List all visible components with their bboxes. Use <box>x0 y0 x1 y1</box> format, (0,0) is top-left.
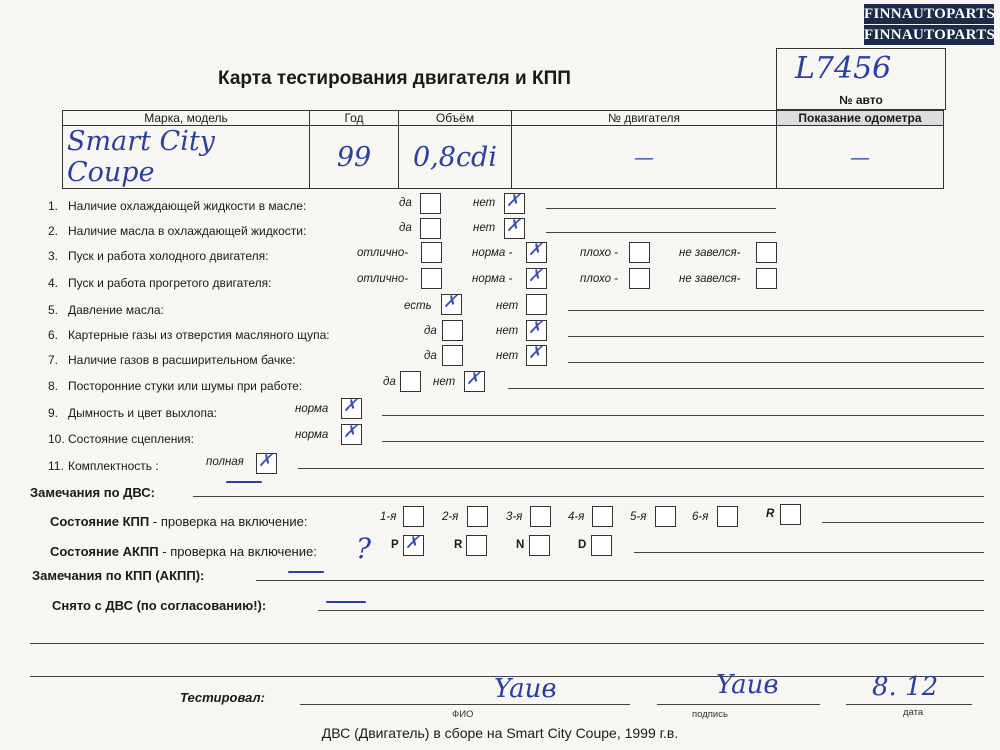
check-mark: ✗ <box>528 240 543 259</box>
answer-line <box>318 610 984 611</box>
answer-line <box>568 336 984 337</box>
option-label: не завелся- <box>679 273 741 285</box>
option-label: отлично- <box>357 273 409 285</box>
answer-line <box>382 415 984 416</box>
checkbox-otlichno[interactable] <box>421 268 442 289</box>
gear-label: 6-я <box>692 511 709 523</box>
signature-line <box>657 704 820 705</box>
gear-label: 2-я <box>442 511 459 523</box>
answer-line <box>546 232 776 233</box>
question-text: Давление масла: <box>68 303 164 317</box>
date-handwritten: 8. 12 <box>872 672 939 702</box>
question-number: 11. <box>48 459 64 473</box>
option-label: норма - <box>472 273 513 285</box>
selector-label: P <box>391 539 399 551</box>
selector-label: R <box>454 539 463 551</box>
vehicle-header-table <box>62 110 944 189</box>
blank-line <box>30 643 984 644</box>
question-text: Наличие газов в расширительном бачке: <box>68 353 296 367</box>
checkbox-da[interactable] <box>420 218 441 239</box>
question-number: 3. <box>48 249 59 263</box>
answer-line <box>822 522 984 523</box>
question-text: Картерные газы из отверстия масляного щупа: <box>68 328 330 342</box>
date-line <box>846 704 972 705</box>
question-4 <box>48 276 272 290</box>
volume-label: Объём <box>399 111 512 126</box>
year-label: Год <box>310 111 399 126</box>
question-number: 9. <box>48 406 59 420</box>
option-label: норма <box>295 429 329 441</box>
gearbox-suffix: - проверка на включение: <box>152 514 308 529</box>
option-label: плохо - <box>580 273 618 285</box>
odometer-label: Показание одометра <box>777 111 944 126</box>
option-label: да <box>424 325 437 337</box>
engine-no-value: — <box>512 126 777 189</box>
question-10 <box>48 432 194 446</box>
selector-label: N <box>516 539 525 551</box>
gear-3-checkbox[interactable] <box>530 506 551 527</box>
checkbox-net[interactable] <box>526 345 547 366</box>
answer-line <box>382 441 984 442</box>
selector-p-checkbox[interactable] <box>403 535 424 556</box>
gear-label: 1-я <box>380 511 397 523</box>
watermark-logo: FINNAUTOPARTS <box>864 27 996 43</box>
option-label: норма - <box>472 247 513 259</box>
checkbox-da[interactable] <box>420 193 441 214</box>
handwritten-dash <box>326 601 366 603</box>
watermark-logo: FINNAUTOPARTS <box>864 6 996 22</box>
engine-no-label: № двигателя <box>512 111 777 126</box>
selector-r-checkbox[interactable] <box>466 535 487 556</box>
checkbox-net[interactable] <box>504 218 525 239</box>
option-label: да <box>399 197 412 209</box>
selector-n-checkbox[interactable] <box>529 535 550 556</box>
question-3 <box>48 249 268 263</box>
removed-label: Снято с ДВС (по согласованию!): <box>52 598 267 613</box>
tester-name-handwritten: Yaив <box>494 674 557 704</box>
gear-4-checkbox[interactable] <box>592 506 613 527</box>
question-number: 7. <box>48 353 59 367</box>
question-number: 10. <box>48 432 65 446</box>
answer-line <box>546 208 776 209</box>
answer-line <box>193 496 984 497</box>
auto-gearbox-label: Состояние АКПП <box>50 544 159 559</box>
question-number: 1. <box>48 199 59 213</box>
answer-line <box>256 580 984 581</box>
handwritten-dash <box>226 481 262 483</box>
checkbox-est[interactable] <box>441 294 462 315</box>
check-mark: ✗ <box>528 343 543 362</box>
option-label: нет <box>473 222 496 234</box>
checkbox-da[interactable] <box>442 345 463 366</box>
gear-label: R <box>766 508 775 520</box>
odometer-value: — <box>777 126 944 189</box>
ice-remarks-label: Замечания по ДВС: <box>30 485 155 500</box>
plate-value: L7456 <box>795 51 892 86</box>
image-caption: ДВС (Двигатель) в сборе на Smart City Coupe, 1999 г.в. <box>321 725 679 741</box>
check-mark: ✗ <box>405 533 420 552</box>
option-label: нет <box>496 350 519 362</box>
brand-label: Марка, модель <box>63 111 310 126</box>
option-label: есть <box>404 300 432 312</box>
question-number: 5. <box>48 303 59 317</box>
checkbox-norma[interactable] <box>341 398 362 419</box>
gear-label: 5-я <box>630 511 647 523</box>
auto-gearbox-row <box>50 544 317 559</box>
selector-label: D <box>578 539 587 551</box>
check-mark: ✗ <box>528 318 543 337</box>
option-label: нет <box>473 197 496 209</box>
option-label: отлично- <box>357 247 409 259</box>
question-text: Наличие охлаждающей жидкости в масле: <box>68 199 307 213</box>
question-6 <box>48 328 330 342</box>
question-number: 6. <box>48 328 59 342</box>
fio-line <box>300 704 630 705</box>
gear-2-checkbox[interactable] <box>467 506 488 527</box>
checkbox-da[interactable] <box>442 320 463 341</box>
question-number: 4. <box>48 276 59 290</box>
check-mark: ✗ <box>443 292 458 311</box>
checkbox-ne-zavelsya[interactable] <box>756 242 777 263</box>
check-mark: ✗ <box>506 191 521 210</box>
check-mark: ✗ <box>506 216 521 235</box>
option-label: нет <box>496 325 519 337</box>
question-number: 2. <box>48 224 59 238</box>
option-label: да <box>383 376 396 388</box>
question-text: Наличие масла в охлаждающей жидкости: <box>68 224 307 238</box>
checkbox-ploho[interactable] <box>629 268 650 289</box>
question-7 <box>48 353 296 367</box>
question-2 <box>48 224 306 238</box>
gearbox-row <box>50 514 307 529</box>
question-8 <box>48 379 302 393</box>
option-label: да <box>399 222 412 234</box>
gear-label: 4-я <box>568 511 585 523</box>
checkbox-otlichno[interactable] <box>421 242 442 263</box>
auto-gearbox-suffix: - проверка на включение: <box>162 544 317 559</box>
question-1 <box>48 199 306 213</box>
gearbox-remarks-label: Замечания по КПП (АКПП): <box>32 568 205 583</box>
checkbox-net[interactable] <box>526 294 547 315</box>
checkbox-norma[interactable] <box>526 268 547 289</box>
gear-5-checkbox[interactable] <box>655 506 676 527</box>
year-value: 99 <box>310 126 399 189</box>
option-label: полная <box>206 456 244 468</box>
option-label: да <box>424 350 437 362</box>
question-9 <box>48 406 217 420</box>
answer-line <box>568 362 984 363</box>
option-label: не завелся- <box>679 247 741 259</box>
question-text: Комплектность : <box>68 459 159 473</box>
question-text: Посторонние стуки или шумы при работе: <box>68 379 303 393</box>
checkbox-ne-zavelsya[interactable] <box>756 268 777 289</box>
gear-6-checkbox[interactable] <box>717 506 738 527</box>
check-mark: ✗ <box>466 369 481 388</box>
plate-label: № авто <box>839 93 883 107</box>
tester-signature: Yaив <box>716 670 779 700</box>
option-label: нет <box>433 376 456 388</box>
gear-1-checkbox[interactable] <box>403 506 424 527</box>
option-label: плохо - <box>580 247 618 259</box>
option-label: норма <box>295 403 329 415</box>
signature-caption: подпись <box>692 709 728 720</box>
fio-caption: ФИО <box>452 709 474 720</box>
question-text: Пуск и работа холодного двигателя: <box>68 249 269 263</box>
answer-line <box>634 552 984 553</box>
check-mark: ✗ <box>258 451 273 470</box>
date-caption: дата <box>903 707 924 718</box>
answer-line <box>298 468 984 469</box>
gear-r-checkbox[interactable] <box>780 504 801 525</box>
checkbox-norma[interactable] <box>341 424 362 445</box>
volume-value: 0,8cdi <box>399 126 512 189</box>
question-text: Состояние сцепления: <box>68 432 194 446</box>
answer-line <box>568 310 984 311</box>
question-5 <box>48 303 164 317</box>
question-number: 8. <box>48 379 59 393</box>
question-text: Пуск и работа прогретого двигателя: <box>68 276 272 290</box>
gearbox-label: Состояние КПП <box>50 514 150 529</box>
question-11 <box>48 459 159 473</box>
selector-d-checkbox[interactable] <box>591 535 612 556</box>
checkbox-norma[interactable] <box>526 242 547 263</box>
gear-label: 3-я <box>506 511 523 523</box>
check-mark: ✗ <box>343 422 358 441</box>
checkbox-da[interactable] <box>400 371 421 392</box>
form-title: Карта тестирования двигателя и КПП <box>218 68 571 89</box>
checkbox-ploho[interactable] <box>629 242 650 263</box>
plate-box <box>776 48 946 110</box>
handwritten-question-mark: ? <box>356 532 372 565</box>
checkbox-net[interactable] <box>526 320 547 341</box>
option-label: нет <box>496 300 519 312</box>
tested-by-label: Тестировал: <box>180 690 265 705</box>
checkbox-net[interactable] <box>504 193 525 214</box>
check-mark: ✗ <box>528 266 543 285</box>
check-mark: ✗ <box>343 396 358 415</box>
checkbox-polnaya[interactable] <box>256 453 277 474</box>
brand-value: Smart City Coupe <box>63 126 310 189</box>
answer-line <box>508 388 984 389</box>
checkbox-net[interactable] <box>464 371 485 392</box>
handwritten-dash <box>288 571 324 573</box>
question-text: Дымность и цвет выхлопа: <box>68 406 217 420</box>
